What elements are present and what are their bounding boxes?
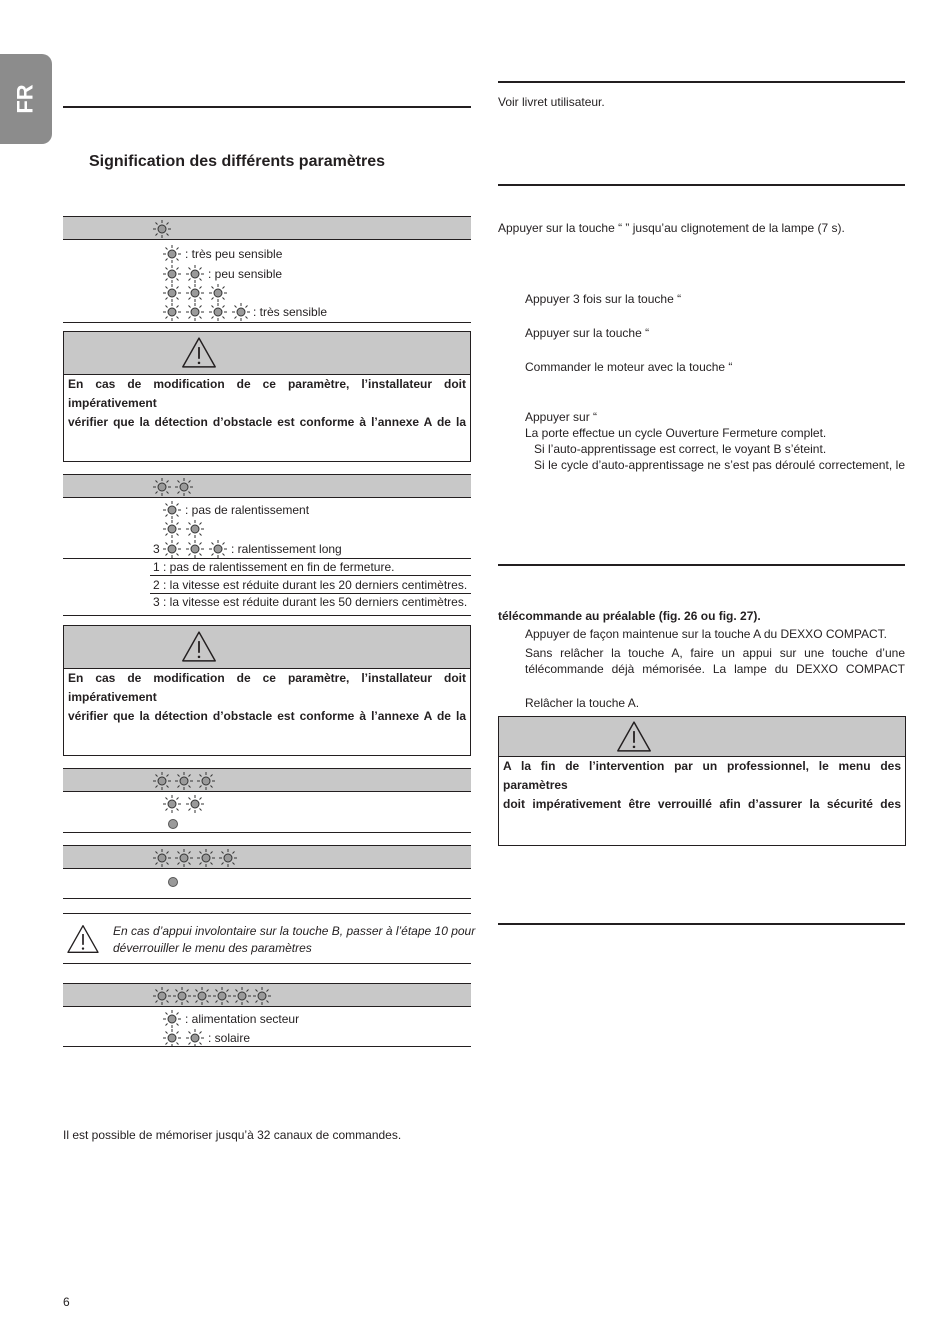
- step-text: La porte effectue un cycle Ouverture Fermeture complet.: [525, 426, 827, 440]
- led-blink-icon: [173, 987, 191, 1005]
- param4-header: [63, 845, 471, 869]
- param1-header: [63, 216, 471, 240]
- step-text: Si l’auto-apprentissage est correct, le voyant B s’éteint.: [534, 442, 827, 456]
- s3-step: Sans relâcher la touche A, faire un appui sur une touche d’une: [525, 646, 905, 660]
- divider: [150, 575, 471, 576]
- led-blink-icon: [163, 1010, 181, 1028]
- warning-icon: [181, 336, 217, 369]
- param2-header: [63, 474, 471, 498]
- led-off-icon: [168, 819, 178, 829]
- language-tab[interactable]: FR: [0, 54, 52, 144]
- param2-row-2: 2 : la vitesse est réduite durant les 20 derniers centimètres.: [153, 578, 468, 592]
- led-blink-icon: [163, 303, 181, 321]
- note-line-1: En cas d’appui involontaire sur la touche B, passer à l’étape 10 pour: [113, 924, 476, 938]
- step-text: Appuyer 3 fois sur la touche “: [525, 292, 682, 306]
- led-blink-icon: [186, 520, 204, 538]
- warning-line-1: En cas de modification de ce paramètre, l’installateur doit impérativement: [68, 671, 466, 704]
- section-rule: [498, 184, 905, 186]
- led-blink-icon: [219, 849, 237, 867]
- warning-box: [63, 625, 471, 756]
- param2-row-3: 3 : la vitesse est réduite durant les 50 derniers centimètres.: [153, 595, 468, 609]
- led-blink-icon: [186, 1029, 204, 1047]
- led-blink-icon: [186, 540, 204, 558]
- divider: [63, 832, 471, 833]
- led-blink-icon: [197, 849, 215, 867]
- section-rule: [498, 81, 905, 83]
- led-blink-icon: [232, 303, 250, 321]
- param3-header: [63, 768, 471, 792]
- led-blink-icon: [175, 772, 193, 790]
- s3-step: Appuyer de façon maintenue sur la touche A du DEXXO COMPACT.: [525, 627, 887, 641]
- param2-row-1: 1 : pas de ralentissement en fin de fermeture.: [153, 560, 395, 574]
- led-blink-icon: [253, 987, 271, 1005]
- led-blink-icon: [209, 284, 227, 302]
- led-blink-icon: [163, 245, 181, 263]
- led-blink-icon: [153, 772, 171, 790]
- led-blink-icon: [163, 501, 181, 519]
- led-blink-icon: [186, 284, 204, 302]
- section-rule: [498, 923, 905, 925]
- warning-box: [498, 716, 906, 846]
- led-blink-icon: [163, 265, 181, 283]
- led-blink-icon: [175, 849, 193, 867]
- divider: [63, 615, 471, 616]
- section-rule: [498, 564, 905, 566]
- s1-text: Voir livret utilisateur.: [498, 95, 605, 109]
- note-line-2: déverrouiller le menu des paramètres: [113, 941, 312, 955]
- led-blink-icon: [193, 987, 211, 1005]
- param6-header: [63, 983, 471, 1007]
- led-blink-icon: [163, 520, 181, 538]
- led-blink-icon: [153, 987, 171, 1005]
- led-blink-icon: [153, 849, 171, 867]
- led-blink-icon: [163, 540, 181, 558]
- divider: [63, 913, 471, 914]
- led-blink-icon: [209, 540, 227, 558]
- divider: [63, 1046, 471, 1047]
- led-blink-icon: [209, 303, 227, 321]
- divider: [63, 322, 471, 323]
- led-blink-icon: [163, 1029, 181, 1047]
- led-blink-icon: [175, 478, 193, 496]
- step-text: Appuyer sur “: [525, 410, 598, 424]
- divider: [63, 963, 471, 964]
- s2-text: Appuyer sur la touche “ ” jusqu’au clignotement de la lampe (7 s).: [498, 221, 845, 235]
- led-blink-icon: [153, 220, 171, 238]
- warning-icon: [181, 630, 217, 663]
- s3-step: télécommande déjà mémorisée. La lampe du DEXXO COMPACT: [525, 662, 905, 676]
- led-blink-icon: [197, 772, 215, 790]
- step-text: Appuyer sur la touche “: [525, 326, 650, 340]
- warning-icon: [616, 720, 652, 753]
- led-blink-icon: [163, 284, 181, 302]
- led-blink-icon: [186, 265, 204, 283]
- warning-line-2: vérifier que la détection d’obstacle est conforme à l’annexe A de la: [68, 709, 466, 723]
- step-text: Commander le moteur avec la touche “: [525, 360, 733, 374]
- divider: [63, 898, 471, 899]
- footer-text: Il est possible de mémoriser jusqu’à 32 canaux de commandes.: [63, 1128, 402, 1142]
- page-number: 6: [63, 1295, 70, 1309]
- warning-line-1: A la fin de l’intervention par un professionnel, le menu des paramètres: [503, 759, 901, 792]
- led-blink-icon: [153, 478, 171, 496]
- warning-line-1: En cas de modification de ce paramètre, l’installateur doit impérativement: [68, 377, 466, 410]
- warning-box: [63, 331, 471, 462]
- led-off-icon: [168, 877, 178, 887]
- section-rule: [63, 106, 471, 108]
- led-blink-icon: [163, 795, 181, 813]
- led-blink-icon: [213, 987, 231, 1005]
- warning-icon: [66, 924, 100, 954]
- s3-step: Relâcher la touche A.: [525, 696, 640, 710]
- led-blink-icon: [186, 795, 204, 813]
- step-text: Si le cycle d’auto-apprentissage ne s’est pas déroulé correctement, le: [534, 458, 905, 472]
- led-blink-icon: [186, 303, 204, 321]
- warning-line-2: doit impérativement être verrouillé afin d’assurer la sécurité des: [503, 797, 901, 811]
- s3-bold-text: télécommande au préalable (fig. 26 ou fig. 27).: [498, 609, 761, 623]
- led-blink-icon: [233, 987, 251, 1005]
- section-title: Signification des différents paramètres: [89, 153, 386, 170]
- warning-line-2: vérifier que la détection d’obstacle est conforme à l’annexe A de la: [68, 415, 466, 429]
